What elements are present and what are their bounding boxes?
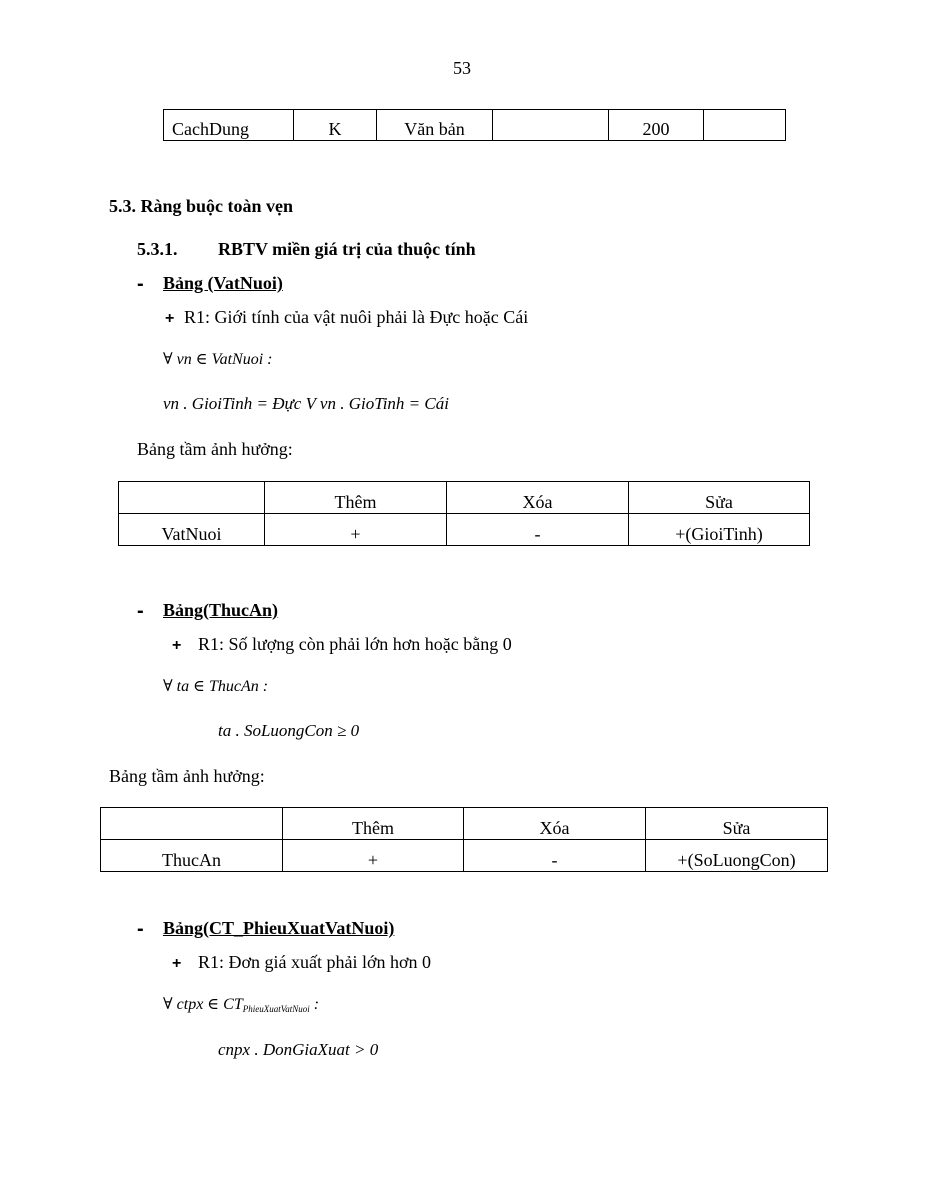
rule-quantifier bbox=[163, 995, 319, 1015]
table-header-cell: Thêm bbox=[265, 482, 447, 514]
table-header-cell: Sửa bbox=[646, 808, 828, 840]
page-number: 53 bbox=[453, 58, 471, 78]
rule-text: R1: Giới tính của vật nuôi phải là Đực hoặc Cái bbox=[184, 307, 529, 327]
table-header-cell bbox=[119, 482, 265, 514]
rule-condition: cnpx . DonGiaXuat > 0 bbox=[218, 1040, 379, 1059]
table-cell: CachDung bbox=[164, 110, 294, 141]
impact-table bbox=[118, 481, 810, 546]
table-cell: - bbox=[464, 840, 646, 872]
table-row bbox=[101, 808, 828, 840]
table-row bbox=[101, 840, 828, 872]
top-table bbox=[163, 109, 786, 141]
table-cell: + bbox=[265, 514, 447, 546]
table-title: Bảng(CT_PhieuXuatVatNuoi) bbox=[163, 918, 395, 938]
rule-condition: ta . SoLuongCon ≥ 0 bbox=[218, 721, 360, 740]
subsection-number: 5.3.1. bbox=[137, 239, 178, 259]
table-cell: - bbox=[447, 514, 629, 546]
table-cell: + bbox=[283, 840, 464, 872]
impact-label: Bảng tầm ảnh hưởng: bbox=[137, 439, 293, 459]
table-cell: 200 bbox=[609, 110, 704, 141]
table-cell: VatNuoi bbox=[119, 514, 265, 546]
table-cell: +(SoLuongCon) bbox=[646, 840, 828, 872]
table-header-cell: Xóa bbox=[447, 482, 629, 514]
section-heading: 5.3. Ràng buộc toàn vẹn bbox=[109, 196, 294, 216]
bullet-plus: + bbox=[172, 955, 182, 972]
bullet-dash: - bbox=[137, 918, 144, 940]
table-header-cell: Thêm bbox=[283, 808, 464, 840]
rule-quantifier: ∀ vn ∈ VatNuoi : bbox=[163, 351, 273, 368]
rule-condition: vn . GioiTinh = Đực V vn . GioTinh = Cái bbox=[163, 394, 449, 413]
table-cell bbox=[704, 110, 786, 141]
bullet-dash: - bbox=[137, 273, 144, 295]
bullet-plus: + bbox=[165, 310, 175, 327]
table-cell: ThucAn bbox=[101, 840, 283, 872]
table-header-cell: Sửa bbox=[629, 482, 810, 514]
table-row bbox=[119, 482, 810, 514]
table-title: Bảng (VatNuoi) bbox=[163, 273, 283, 293]
rule-text: R1: Số lượng còn phải lớn hơn hoặc bằng 0 bbox=[198, 634, 512, 654]
bullet-dash: - bbox=[137, 600, 144, 622]
table-row bbox=[119, 514, 810, 546]
table-row bbox=[164, 110, 786, 141]
table-header-cell bbox=[101, 808, 283, 840]
table-cell bbox=[493, 110, 609, 141]
table-header-cell: Xóa bbox=[464, 808, 646, 840]
impact-table bbox=[100, 807, 828, 872]
rule-text: R1: Đơn giá xuất phải lớn hơn 0 bbox=[198, 952, 432, 972]
quantifier-subscript: PhieuXuatVatNuoi bbox=[242, 1004, 310, 1014]
bullet-plus: + bbox=[172, 637, 182, 654]
table-cell: +(GioiTinh) bbox=[629, 514, 810, 546]
quantifier-main: ∀ ctpx ∈ CT bbox=[163, 996, 243, 1013]
impact-label: Bảng tầm ảnh hưởng: bbox=[109, 766, 265, 786]
table-cell: Văn bản bbox=[377, 110, 493, 141]
rule-quantifier: ∀ ta ∈ ThucAn : bbox=[163, 678, 269, 695]
table-cell: K bbox=[294, 110, 377, 141]
table-title: Bảng(ThucAn) bbox=[163, 600, 279, 620]
subsection-title: RBTV miền giá trị của thuộc tính bbox=[218, 239, 476, 259]
quantifier-end: : bbox=[309, 996, 320, 1013]
